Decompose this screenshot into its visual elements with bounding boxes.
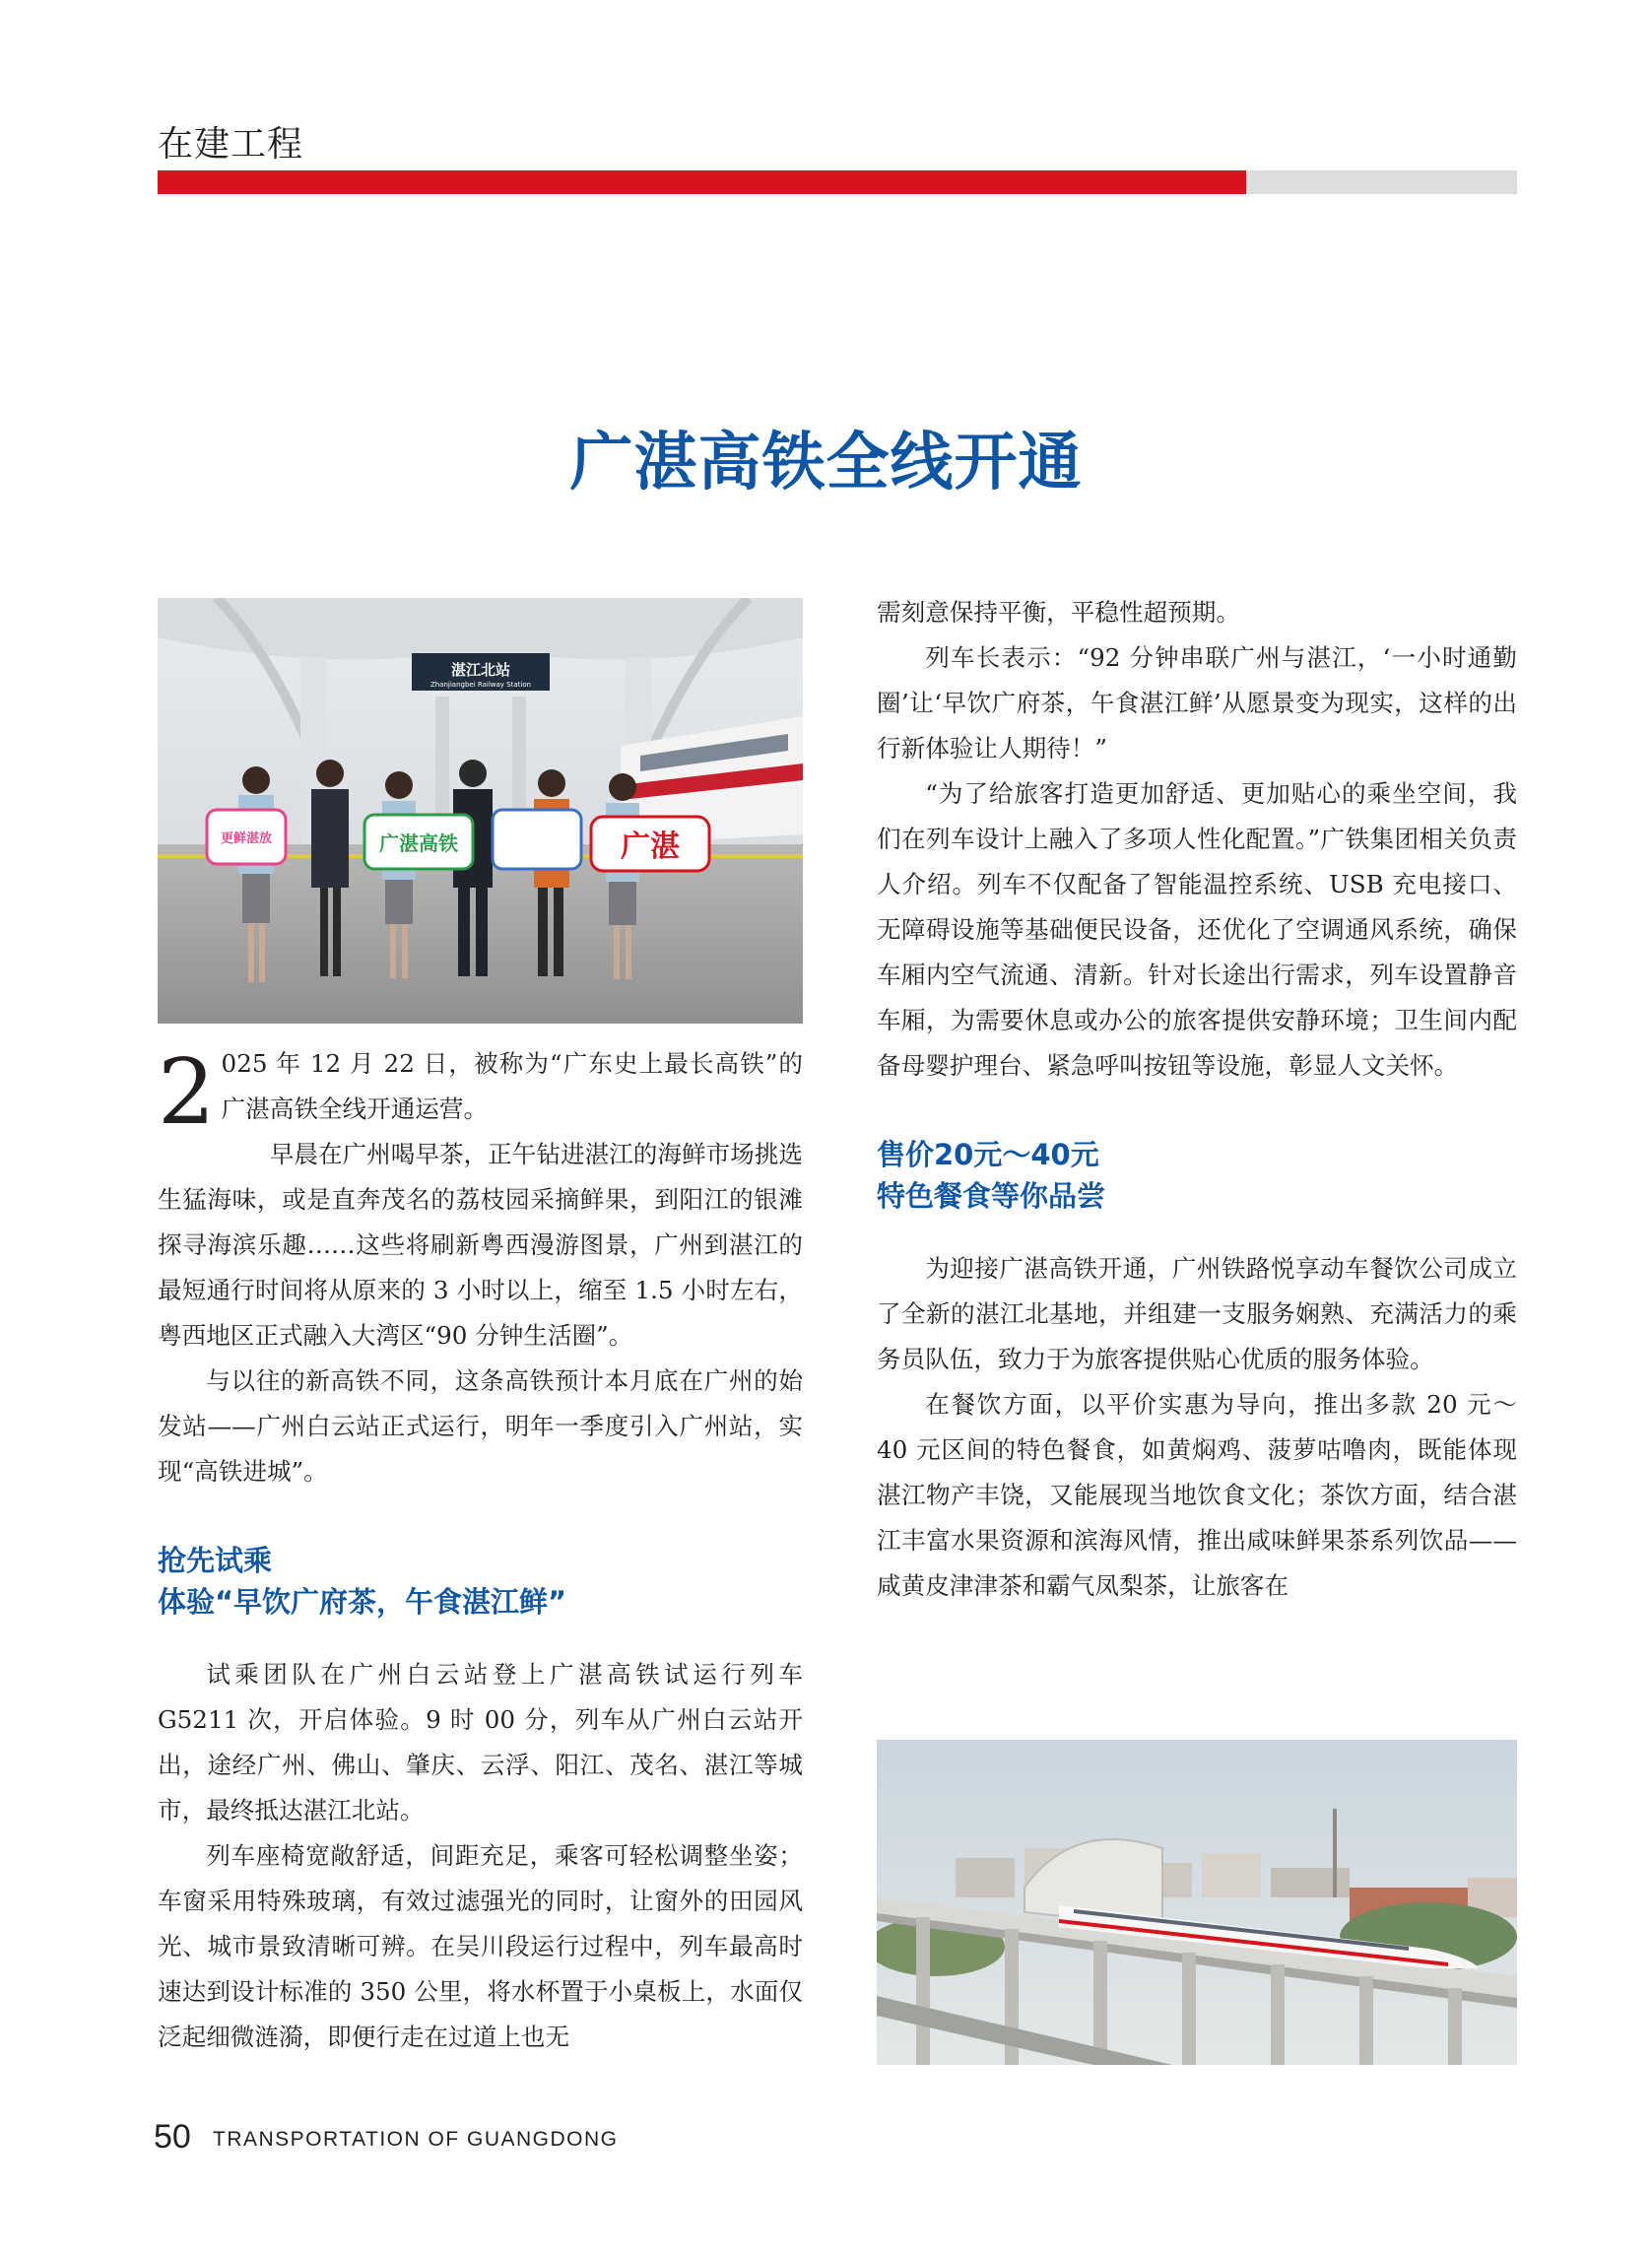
header-rule-red	[158, 170, 1246, 194]
subhead-meal-price-line2: 特色餐食等你品尝	[877, 1179, 1106, 1213]
right-paragraph-4: 为迎接广湛高铁开通，广州铁路悦享动车餐饮公司成立了全新的湛江北基地，并组建一支服务娴熟、充满活力的乘务员队伍，致力于为旅客提供贴心优质的服务体验。	[877, 1254, 1517, 1373]
section-label: 在建工程	[158, 124, 304, 165]
station-sign-cn: 湛江北站	[450, 661, 511, 679]
subhead-meal-price-line1: 售价20元～40元	[877, 1138, 1099, 1171]
right-paragraph-2: 列车长表示：“92 分钟串联广州与湛江，‘一小时通勤圈’让‘早饮广府茶，午食湛江鲜’从愿景变为现实，这样的出行新体验让人期待！”	[877, 643, 1517, 763]
article-title: 广湛高铁全线开通	[569, 427, 1083, 499]
subhead-trial-ride-line2: 体验“早饮广府茶，午食湛江鲜”	[158, 1585, 567, 1619]
page-number: 50	[154, 2118, 191, 2156]
left-paragraph-5: 列车座椅宽敞舒适，间距充足，乘客可轻松调整坐姿；车窗采用特殊玻璃，有效过滤强光的同时，让窗外的田园风光、城市景致清晰可辨。在吴川段运行过程中，列车最高时速达到设计标准的 350 公里，将水杯置于小桌板上，水面仅泛起细微涟漪，即便行走在过道上也无	[158, 1841, 803, 2051]
subhead-meal-price	[877, 1134, 1517, 1217]
subhead-trial-ride-line1: 抢先试乘	[158, 1544, 273, 1577]
left-column	[158, 1041, 803, 2060]
right-paragraph-5: 在餐饮方面，以平价实惠为导向，推出多款 20 元～ 40 元区间的特色餐食，如黄焖鸡、菠萝咕噜肉，既能体现湛江物产丰饶，又能展现当地饮食文化；茶饮方面，结合湛江丰富水果资源和滨海风情，推出咸味鲜果茶系列饮品——咸黄皮津津茶和霸气凤梨茶，让旅客在	[877, 1390, 1517, 1600]
station-sign-en: Zhanjiangbei Railway Station	[430, 681, 532, 689]
header-rule-gray	[1246, 170, 1517, 194]
station-photo	[158, 598, 803, 1024]
left-paragraph-2: 早晨在广州喝早茶，正午钻进湛江的海鲜市场挑选生猛海味，或是直奔茂名的荔枝园采摘鲜果，到阳江的银滩探寻海滨乐趣……这些将刷新粤西漫游图景，广州到湛江的最短通行时间将从原来的 3 小时以上，缩至 1.5 小时左右，粤西地区正式融入大湾区“90 分钟生活圈”。	[158, 1140, 803, 1350]
board-left: 更鲜湛放	[220, 831, 273, 846]
intro-text: 025 年 12 月 22 日，被称为“广东史上最长高铁”的广湛高铁全线开通运营。	[221, 1049, 803, 1123]
subhead-trial-ride	[158, 1540, 803, 1623]
board-gz2: 广湛高铁	[379, 831, 458, 855]
right-paragraph-1: 需刻意保持平衡，平稳性超预期。	[877, 598, 1240, 627]
right-column	[877, 590, 1517, 1609]
right-paragraph-3: “为了给旅客打造更加舒适、更加贴心的乘坐空间，我们在列车设计上融入了多项人性化配置。”广铁集团相关负责人介绍。列车不仅配备了智能温控系统、USB 充电接口、无障碍设施等基础便民设备，还优化了空调通风系统，确保车厢内空气流通、清新。针对长途出行需求，列车设置静音车厢，为需要休息或办公的旅客提供安静环境；卫生间内配备母婴护理台、紧急呼叫按钮等设施，彰显人文关怀。	[877, 779, 1517, 1080]
dropcap: 2	[158, 1039, 216, 1145]
board-gz: 广湛	[621, 830, 680, 864]
train-photo	[877, 1740, 1517, 2065]
intro-paragraph	[158, 1039, 803, 1145]
magazine-name: TRANSPORTATION OF GUANGDONG	[213, 2128, 619, 2151]
left-paragraph-4: 试乘团队在广州白云站登上广湛高铁试运行列车 G5211 次，开启体验。9 时 00 分，列车从广州白云站开出，途经广州、佛山、肇庆、云浮、阳江、茂名、湛江等城市，最终抵达湛江北站。	[158, 1660, 803, 1825]
left-paragraph-3: 与以往的新高铁不同，这条高铁预计本月底在广州的始发站——广州白云站正式运行，明年一季度引入广州站，实现“高铁进城”。	[158, 1366, 803, 1486]
